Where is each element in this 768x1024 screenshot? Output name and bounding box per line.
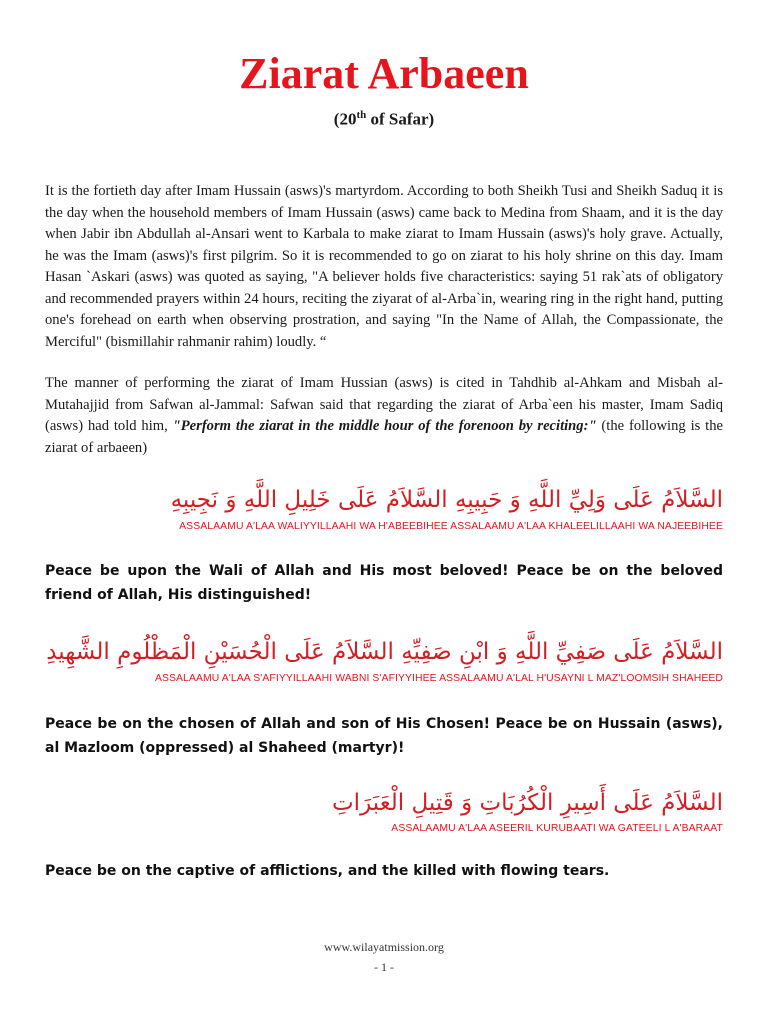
manner-text: The manner of performing the ziarat of Imam Hussian (asws) is cited in Tahdhib al-Ahkam and Misbah al-Mutahajjid from Safwan al-Jammal: Safwan said that regarding the ziarat of Arba`een his master, Imam Sadiq (asws) had told him,	[45, 375, 723, 434]
subtitle-text-tail: of Safar)	[366, 109, 435, 129]
manner-tail: (the following is the ziarat of arbaeen)	[45, 418, 723, 456]
intro-paragraph: It is the fortieth day after Imam Hussain (asws)'s martyrdom. According to both Sheikh Tusi and Sheikh Saduq it is the day when the household members of Imam Hussain (asws) came back to Medina from Shaam, and it is the day when Jabir ibn Abdullah al-Ansari went to Karbala to make ziarat to Imam Hussain (asws)'s holy grave. Actually, he was the Imam (asws)'s first pilgrim. So it is recommended to go on ziarat to his holy shrine on this day. Imam Hasan `Askari (asws) was quoted as saying, "A believer holds five characteristics: saying 51 rak`ats of obligatory and recommended prayers within 24 hours, reciting the ziyarat of al-Arba`in, wearing ring in the right hand, putting one's forehead on earth when observing prostration, and saying "In the Name of Allah, the Compassionate, the Merciful" (bismillahir rahmanir rahim) loudly. “	[45, 183, 723, 350]
verse-2-translation: Peace be on the chosen of Allah and son of His Chosen! Peace be on Hussain (asws), al Mazloom (oppressed) al Shaheed (martyr)!	[45, 716, 723, 756]
verse-3-transliteration: ASSALAAMU A'LAA ASEERIL KURUBAATI WA GATEELI L A'BARAAT	[391, 823, 723, 834]
page-number: - 1 -	[374, 960, 394, 974]
subtitle-ordinal: th	[356, 109, 367, 121]
manner-quote: "Perform the ziarat in the middle hour of the forenoon by reciting:"	[172, 418, 597, 434]
verse-3-translation: Peace be on the captive of afflictions, and the killed with flowing tears.	[45, 863, 610, 879]
verse-1-arabic: السَّلاَمُ عَلَى وَلِيِّ اللَّهِ وَ حَبِيبِهِ السَّلاَمُ عَلَى خَلِيلِ اللَّهِ وَ نَجِيبِهِ	[170, 487, 723, 513]
page-subtitle	[0, 104, 768, 131]
verse-2-arabic: السَّلاَمُ عَلَى صَفِيِّ اللَّهِ وَ ابْنِ صَفِيِّهِ السَّلاَمُ عَلَى الْحُسَيْنِ الْمَظْلُومِ الشَّهِيدِ	[46, 639, 723, 665]
subtitle-text: (20	[333, 109, 357, 129]
verse-2-transliteration: ASSALAAMU A'LAA S'AFIYYILLAAHI WABNI S'AFIYYIHEE ASSALAAMU A'LAL H'USAYNI L MAZ'LOOMSIH SHAHEED	[154, 673, 723, 684]
verse-1-transliteration: ASSALAAMU A'LAA WALIYYILLAAHI WA H'ABEEBIHEE ASSALAAMU A'LAA KHALEELILLAAHI WA NAJEEBIHEE	[179, 521, 723, 532]
manner-paragraph	[45, 373, 723, 459]
verse-1-translation: Peace be upon the Wali of Allah and His most beloved! Peace be on the beloved friend of Allah, His distinguished!	[45, 563, 723, 603]
footer-website: www.wilayatmission.org	[324, 940, 444, 954]
verse-3-arabic: السَّلاَمُ عَلَى أَسِيرِ الْكُرُبَاتِ وَ قَتِيلِ الْعَبَرَاتِ	[332, 790, 723, 816]
page-title: Ziarat Arbaeen	[239, 49, 529, 98]
